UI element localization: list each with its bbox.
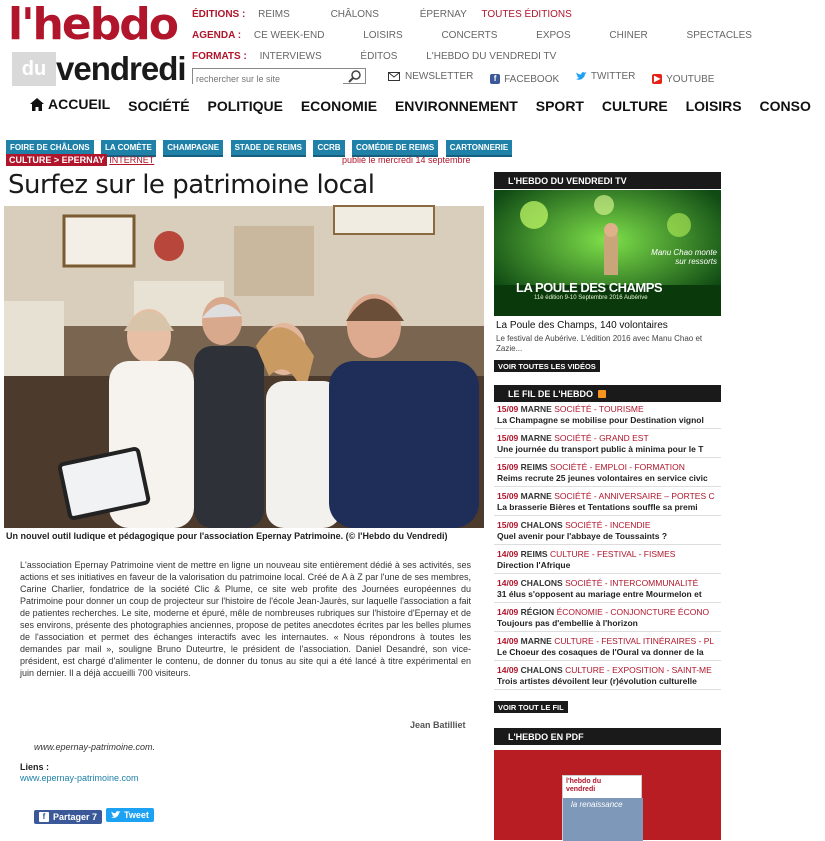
fil-title: La brasserie Bières et Tentations souffle sa premi: [497, 502, 698, 512]
nav-accueil-label: ACCUEIL: [48, 96, 111, 112]
nav-economie[interactable]: ECONOMIE: [300, 97, 378, 114]
fil-title: 31 élus s'opposent au mariage entre Mourmelon et: [497, 589, 702, 599]
fil-ville: CHALONS: [520, 665, 563, 675]
home-icon: [30, 98, 44, 111]
fil-date: 14/09: [497, 665, 519, 675]
agenda-label: AGENDA :: [192, 30, 242, 41]
photo-caption: Un nouvel outil ludique et pédagogique pour l'association Epernay Patrimoine. (© l'Hebdo du Vendredi): [6, 531, 448, 541]
list-item[interactable]: [494, 603, 721, 632]
edition-all[interactable]: TOUTES ÉDITIONS: [481, 9, 572, 20]
tag-champagne[interactable]: CHAMPAGNE: [163, 140, 223, 157]
pdf-cover-logo: l'hebdo du vendredi: [566, 778, 602, 793]
fil-title: Direction l'Afrique: [497, 560, 571, 570]
fil-ville: REIMS: [520, 549, 548, 559]
facebook-share-button[interactable]: [34, 810, 102, 824]
publish-date: publié le mercredi 14 septembre: [342, 155, 471, 165]
nav-accueil[interactable]: [30, 96, 110, 112]
list-item[interactable]: [494, 400, 721, 429]
site-logo[interactable]: [8, 2, 184, 88]
fil-list: [494, 400, 721, 695]
nav-conso[interactable]: CONSO: [759, 97, 811, 114]
twitter-icon: [111, 811, 121, 819]
agenda-concerts[interactable]: CONCERTS: [441, 30, 498, 41]
fil-header-label: LE FIL DE L'HEBDO: [508, 389, 593, 399]
facebook-label: FACEBOOK: [504, 73, 560, 85]
list-item[interactable]: [494, 516, 721, 545]
fil-category: CULTURE - FESTIVAL ITINÉRAIRES - PL: [554, 636, 715, 646]
nav-loisirs[interactable]: LOISIRS: [685, 97, 742, 114]
facebook-icon: f: [490, 74, 500, 84]
agenda-weekend[interactable]: CE WEEK-END: [253, 30, 325, 41]
fil-category: CULTURE - FESTIVAL - FISMES: [549, 549, 676, 559]
facebook-icon: f: [39, 812, 49, 822]
list-item[interactable]: [494, 632, 721, 661]
fil-date: 15/09: [497, 520, 519, 530]
article-site: www.epernay-patrimoine.com.: [34, 742, 156, 752]
fil-date: 14/09: [497, 578, 519, 588]
tv-img-title: LA POULE DES CHAMPS: [516, 280, 663, 295]
youtube-label: YOUTUBE: [666, 73, 715, 85]
editions-row: [192, 9, 594, 20]
tv-video-description: Le festival de Aubérive. L'édition 2016 avec Manu Chao et Zazie...: [496, 334, 703, 353]
fil-ville: REIMS: [520, 462, 548, 472]
fil-date: 14/09: [497, 636, 519, 646]
article-photo: [4, 206, 484, 528]
nav-sport[interactable]: SPORT: [535, 97, 584, 114]
formats-label: FORMATS :: [192, 51, 247, 62]
edition-epernay[interactable]: ÉPERNAY: [419, 9, 467, 20]
rss-icon[interactable]: [598, 390, 606, 398]
tweet-label: Tweet: [124, 810, 149, 820]
fil-category: SOCIÉTÉ - INTERCOMMUNALITÉ: [565, 578, 699, 588]
fil-title: Trois artistes dévoilent leur (r)évolution culturelle: [497, 676, 697, 686]
edition-reims[interactable]: REIMS: [258, 9, 290, 20]
nav-culture[interactable]: CULTURE: [601, 97, 668, 114]
nav-environnement[interactable]: ENVIRONNEMENT: [394, 97, 518, 114]
fil-date: 14/09: [497, 607, 519, 617]
pdf-cover[interactable]: [562, 775, 642, 840]
fil-title: Toujours pas d'embellie à l'horizon: [497, 618, 638, 628]
youtube-link[interactable]: [652, 74, 714, 85]
main-nav: [30, 96, 825, 114]
fil-category: SOCIÉTÉ - ANNIVERSAIRE – PORTES C: [554, 491, 715, 501]
tag-ccrb[interactable]: CCRB: [313, 140, 344, 157]
search-icon[interactable]: [348, 70, 362, 88]
fil-category: SOCIÉTÉ - GRAND EST: [554, 433, 649, 443]
pdf-header: L'HEBDO EN PDF: [494, 728, 721, 745]
tv-video-thumbnail[interactable]: [494, 190, 721, 316]
newsletter-label: NEWSLETTER: [405, 71, 474, 82]
format-tv[interactable]: L'HEBDO DU VENDREDI TV: [426, 51, 557, 62]
logo-du: du: [12, 52, 56, 86]
fil-date: 15/09: [497, 491, 519, 501]
format-editos[interactable]: ÉDITOS: [360, 51, 398, 62]
fil-title: La Champagne se mobilise pour Destination vignol: [497, 415, 704, 425]
list-item[interactable]: [494, 545, 721, 574]
fil-date: 15/09: [497, 462, 519, 472]
newsletter-link[interactable]: [388, 71, 473, 82]
agenda-expos[interactable]: EXPOS: [536, 30, 571, 41]
fil-ville: MARNE: [520, 433, 552, 443]
fil-date: 15/09: [497, 404, 519, 414]
share-buttons: [34, 806, 158, 824]
nav-politique[interactable]: POLITIQUE: [207, 97, 283, 114]
article-author: Jean Batilliet: [410, 720, 466, 730]
edition-chalons[interactable]: CHÂLONS: [330, 9, 379, 20]
fil-category: SOCIÉTÉ - INCENDIE: [565, 520, 651, 530]
fil-category: ÉCONOMIE - CONJONCTURE ÉCONO: [556, 607, 710, 617]
fil-title: Reims recrute 25 jeunes volontaires en service civic: [497, 473, 708, 483]
breadcrumb: [6, 155, 154, 165]
search-input[interactable]: [193, 72, 343, 86]
fil-ville: MARNE: [520, 491, 552, 501]
fil-ville: CHALONS: [520, 578, 563, 588]
nav-societe[interactable]: SOCIÉTÉ: [128, 97, 190, 114]
fil-title: Quel avenir pour l'abbaye de Toussaints ?: [497, 531, 668, 541]
external-link[interactable]: www.epernay-patrimoine.com: [20, 773, 139, 783]
fil-ville: MARNE: [520, 636, 552, 646]
tag-comedie-de-reims[interactable]: COMÉDIE DE REIMS: [352, 140, 438, 157]
twitter-label: TWITTER: [590, 71, 636, 82]
breadcrumb-subcategory[interactable]: INTERNET: [109, 155, 155, 165]
twitter-link[interactable]: [576, 71, 635, 82]
fil-ville: MARNE: [520, 404, 552, 414]
all-videos-link[interactable]: VOIR TOUTES LES VIDÉOS: [494, 360, 600, 372]
agenda-loisirs[interactable]: LOISIRS: [363, 30, 403, 41]
list-item[interactable]: [494, 458, 721, 487]
tag-la-comete[interactable]: LA COMÈTE: [101, 140, 156, 157]
article-body: L'association Epernay Patrimoine vient de mettre en ligne un nouveau site entièrement dédié à ses activités, ses actions et ses initiatives en faveur de la valorisation du patrimoine local. Créé de A à Z par l'une de ses membres, Carine Charlier, fondatrice de la société Clic & Plume, ce site web profite des Journées européennes du Patrimoine pour donner un coup de projecteur sur l'histoire de l'école Jean-Jaurès, sur laquelle l'association a fait de patientes recherches. Le site, moderne et épuré, mêle de nombreuses rubriques sur l'histoire d'Epernay et de ses environs, présente des photographies anciennes, propose de petites anecdotes écrites par les belles plumes de l'association et permet des échanges interactifs avec les internautes. « Nous répondrons à toutes les demandes par mail », souligne Bruno Duteurtre, le président de l'association. Daniel Desandré, son vice-président, est chargé d'alimenter le contenu, de donner du tonus au site qui a été lancé à titre expérimental en juin dernier. Il a déjà accueilli 700 visiteurs.: [20, 560, 471, 678]
list-item[interactable]: [494, 487, 721, 516]
list-item[interactable]: [494, 661, 721, 690]
tv-artist: Manu Chao monte sur ressorts: [651, 248, 717, 266]
format-interviews[interactable]: INTERVIEWS: [259, 51, 322, 62]
list-item[interactable]: [494, 429, 721, 458]
tv-img-sub: 11è édition 9-10 Septembre 2016 Aubérive: [534, 295, 648, 301]
fil-category: SOCIÉTÉ - EMPLOI - FORMATION: [549, 462, 685, 472]
tv-video-title[interactable]: La Poule des Champs, 140 volontaires: [496, 320, 668, 331]
editions-label: ÉDITIONS :: [192, 9, 246, 20]
tag-stade-de-reims[interactable]: STADE DE REIMS: [231, 140, 306, 157]
fil-ville: CHALONS: [520, 520, 563, 530]
breadcrumb-category[interactable]: CULTURE > EPERNAY: [6, 154, 107, 166]
twitter-icon: [576, 72, 587, 81]
formats-row: [192, 51, 578, 62]
tv-header: L'HEBDO DU VENDREDI TV: [494, 172, 721, 189]
facebook-share-label: Partager 7: [53, 812, 98, 822]
list-item[interactable]: [494, 574, 721, 603]
youtube-icon: ▶: [654, 74, 661, 83]
agenda-row: [192, 30, 774, 41]
agenda-chiner[interactable]: CHINER: [609, 30, 648, 41]
all-fil-link[interactable]: VOIR TOUT LE FIL: [494, 701, 568, 713]
social-links: [388, 71, 728, 85]
links-label: Liens :: [20, 762, 50, 772]
fil-title: Le Choeur des cosaques de l'Oural va donner de la: [497, 647, 704, 657]
fil-date: 15/09: [497, 433, 519, 443]
article-title: Surfez sur le patrimoine local: [8, 170, 375, 200]
pdf-cover-title: la renaissance: [571, 800, 623, 809]
tag-cartonnerie[interactable]: CARTONNERIE: [446, 140, 513, 157]
fil-date: 14/09: [497, 549, 519, 559]
facebook-link[interactable]: [490, 74, 559, 85]
logo-hebdo: l'hebdo: [8, 0, 177, 50]
logo-vendredi: vendredi: [56, 50, 186, 87]
fil-category: SOCIÉTÉ - TOURISME: [554, 404, 644, 414]
tweet-button[interactable]: [106, 808, 154, 822]
fil-ville: RÉGION: [520, 607, 555, 617]
fil-category: CULTURE - EXPOSITION - SAINT-ME: [565, 665, 712, 675]
envelope-icon: [388, 72, 400, 81]
fil-title: Une journée du transport public à minima pour le T: [497, 444, 704, 454]
search-box: [192, 68, 366, 84]
tag-foire-de-chalons[interactable]: FOIRE DE CHÂLONS: [6, 140, 94, 157]
agenda-spectacles[interactable]: SPECTACLES: [686, 30, 752, 41]
